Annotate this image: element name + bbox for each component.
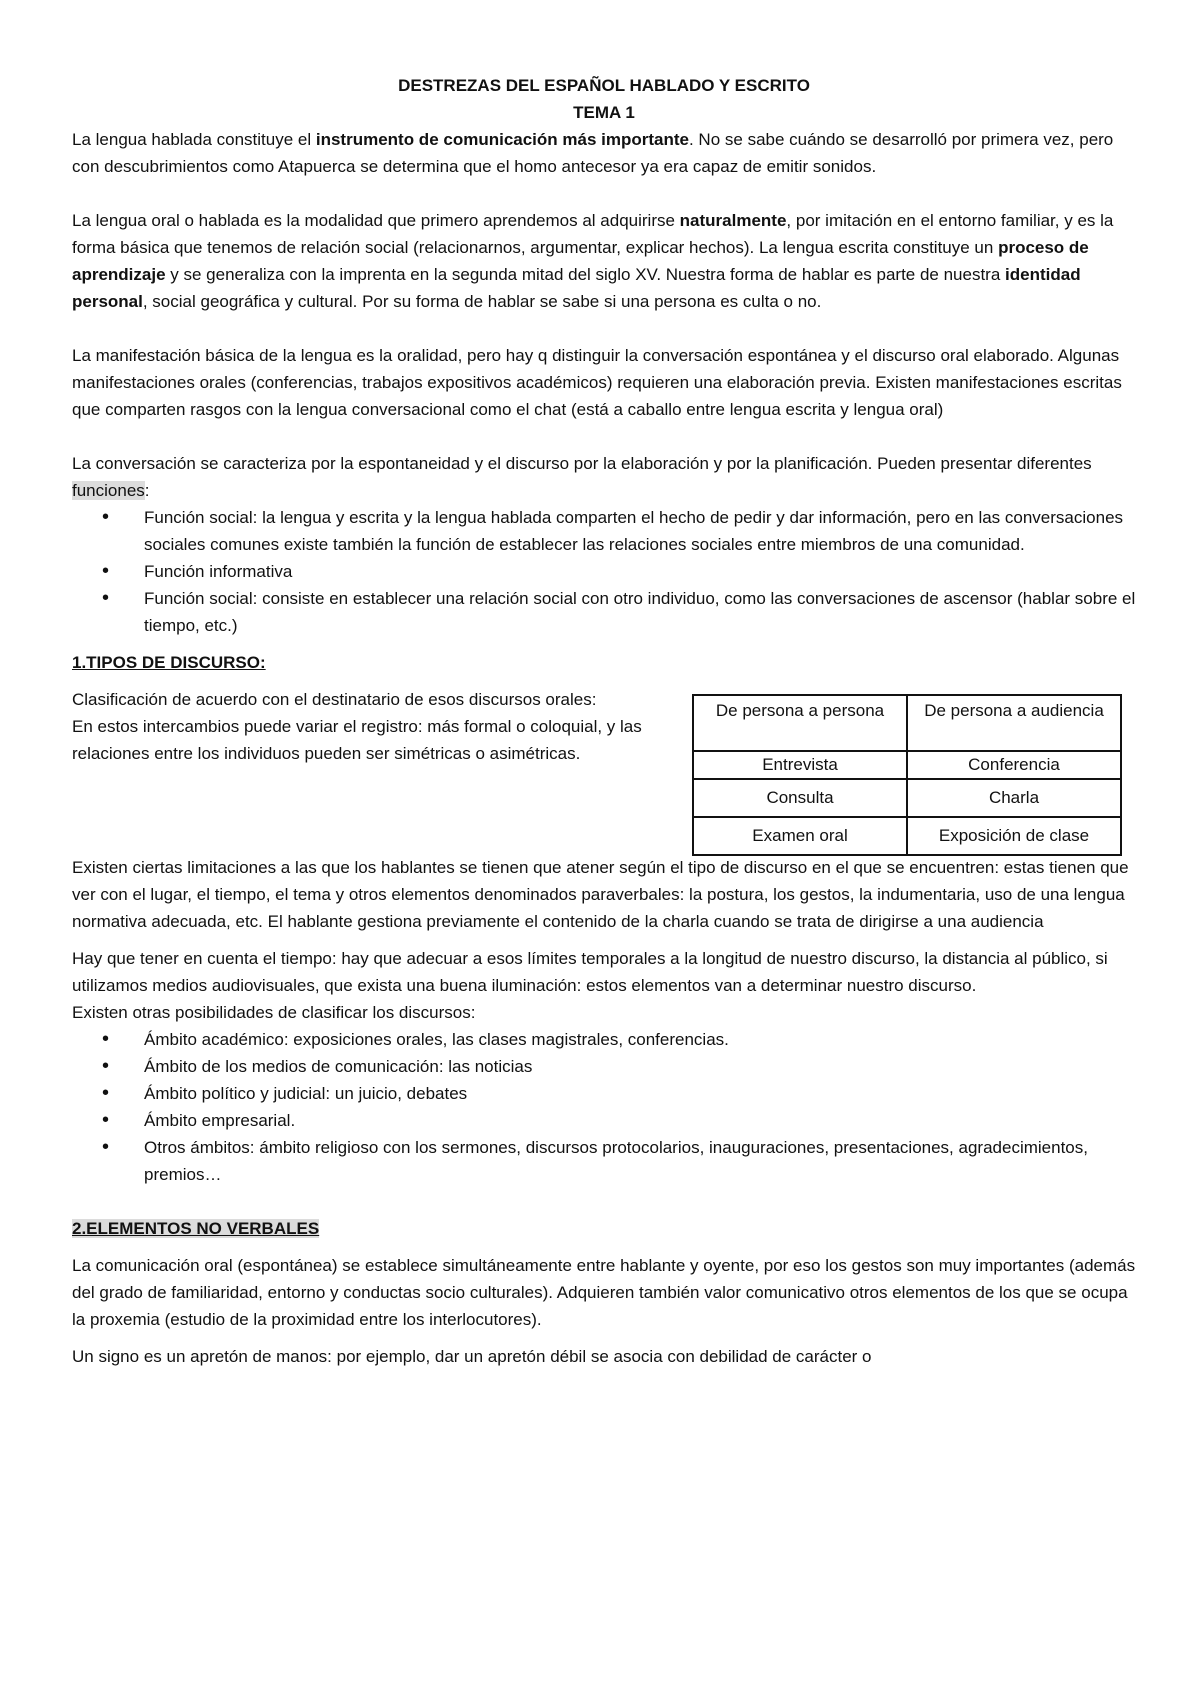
table-cell: Charla — [907, 779, 1121, 817]
section-2-heading-text: 2.ELEMENTOS NO VERBALES — [72, 1219, 320, 1238]
text-run: La lengua oral o hablada es la modalidad que primero aprendemos al adquirirse — [72, 211, 680, 230]
funciones-list — [72, 504, 1136, 639]
text-run: . No se sabe cuándo se desarrolló por primera vez, pero con descubrimientos como Atapuerca se determina que el homo antecesor ya era capaz de emitir sonidos. — [72, 130, 1114, 176]
text-run: y se generaliza con la imprenta en la segunda mitad del siglo XV. Nuestra forma de hablar es parte de nuestra — [165, 265, 1006, 284]
section-1-heading — [72, 649, 1136, 676]
highlighted-term: funciones — [72, 481, 145, 500]
clasificacion-text: Clasificación de acuerdo con el destinatario de esos discursos orales: — [72, 690, 597, 709]
discourse-types-table — [692, 694, 1122, 856]
list-item: • Otros ámbitos: ámbito religioso con los sermones, discursos protocolarios, inauguraciones, presentaciones, agradecimientos, premios… — [144, 1134, 1136, 1188]
list-item: • Ámbito empresarial. — [144, 1107, 1136, 1134]
table-header: De persona a persona — [693, 695, 907, 751]
text-run: , por imitación en el entorno familiar, y es la forma básica que tenemos de relación social (relacionarnos, argumentar, explicar hechos). La lengua escrita constituye un — [72, 211, 1114, 257]
registro-text: En estos intercambios puede variar el registro: más formal o coloquial, y las relaciones entre los individuos pueden ser simétricas o asimétricas. — [72, 717, 642, 763]
tiempo-paragraph: Hay que tener en cuenta el tiempo: hay que adecuar a esos límites temporales a la longitud de nuestro discurso, la distancia al público, si utilizamos medios audiovisuales, que exista una buena iluminación: estos elementos van a determinar nuestro discurso. — [72, 949, 1108, 995]
tipos-description — [72, 676, 652, 767]
document-subtitle: TEMA 1 — [573, 103, 635, 122]
list-item: • Función social: la lengua y escrita y la lengua hablada comparten el hecho de pedir y dar información, pero en las conversaciones sociales comunes existe también la función de establecer las relaciones sociales entre miembros de una comunidad. — [144, 504, 1136, 558]
intro-paragraph-3: La manifestación básica de la lengua es la oralidad, pero hay q distinguir la conversación espontánea y el discurso oral elaborado. Algunas manifestaciones orales (conferencias, trabajos expositivos académicos) requieren una elaboración previa. Existen manifestaciones escritas que comparten rasgos con la lengua conversacional como el chat (está a caballo entre lengua escrita y lengua oral) — [72, 346, 1122, 419]
list-item: • Función informativa — [144, 558, 1136, 585]
limitaciones-paragraph: Existen ciertas limitaciones a las que los hablantes se tienen que atener según el tipo de discurso en el que se encuentren: estas tienen que ver con el lugar, el tiempo, el tema y otros elementos denominados paraverbales: la postura, los gestos, la indumentaria, uso de una lengua normativa adecuada, etc. El hablante gestiona previamente el contenido de la charla cuando se trata de dirigirse a una audiencia — [72, 858, 1129, 931]
table-cell: Conferencia — [907, 751, 1121, 779]
list-item: • Ámbito de los medios de comunicación: las noticias — [144, 1053, 1136, 1080]
table-cell: Exposición de clase — [907, 817, 1121, 855]
table-cell: Consulta — [693, 779, 907, 817]
tipos-block — [72, 676, 1136, 854]
bold-term: identidad personal — [72, 265, 1081, 311]
intro-paragraph-2 — [72, 207, 1136, 315]
intro-paragraph-1 — [72, 126, 1136, 180]
list-item: • Ámbito académico: exposiciones orales, las clases magistrales, conferencias. — [144, 1026, 1136, 1053]
section-2-heading — [72, 1215, 1136, 1242]
bold-term: instrumento de comunicación más importante — [315, 130, 689, 149]
document-title: DESTREZAS DEL ESPAÑOL HABLADO Y ESCRITO — [398, 76, 810, 95]
list-item: • Función social: consiste en establecer una relación social con otro individuo, como las conversaciones de ascensor (hablar sobre el tiempo, etc.) — [144, 585, 1136, 639]
bold-term: naturalmente — [679, 211, 787, 230]
bold-term: proceso de aprendizaje — [72, 238, 1089, 284]
table-cell: Entrevista — [693, 751, 907, 779]
list-item: • Ámbito político y judicial: un juicio, debates — [144, 1080, 1136, 1107]
text-run: La lengua hablada constituye el — [72, 130, 316, 149]
intro-paragraph-4 — [72, 450, 1136, 504]
no-verbales-paragraph-1: La comunicación oral (espontánea) se establece simultáneamente entre hablante y oyente, por eso los gestos son muy importantes (además del grado de familiaridad, entorno y conductas socio culturales). Adquieren también valor comunicativo otros elementos de los que se ocupa la proxemia (estudio de la proximidad entre los interlocutores). — [72, 1256, 1136, 1329]
table-header: De persona a audiencia — [907, 695, 1121, 751]
text-run: La conversación se caracteriza por la espontaneidad y el discurso por la elaboración y por la planificación. Pueden presentar diferentes — [72, 454, 1092, 473]
section-1-heading-text: 1.TIPOS DE DISCURSO: — [72, 653, 266, 672]
text-run: : — [144, 481, 150, 500]
no-verbales-paragraph-2: Un signo es un apretón de manos: por ejemplo, dar un apretón débil se asocia con debilidad de carácter o — [72, 1347, 872, 1366]
table-cell: Examen oral — [693, 817, 907, 855]
otras-posibilidades-text: Existen otras posibilidades de clasificar los discursos: — [72, 1003, 476, 1022]
ambitos-list — [72, 1026, 1136, 1188]
text-run: , social geográfica y cultural. Por su forma de hablar se sabe si una persona es culta o no. — [142, 292, 822, 311]
